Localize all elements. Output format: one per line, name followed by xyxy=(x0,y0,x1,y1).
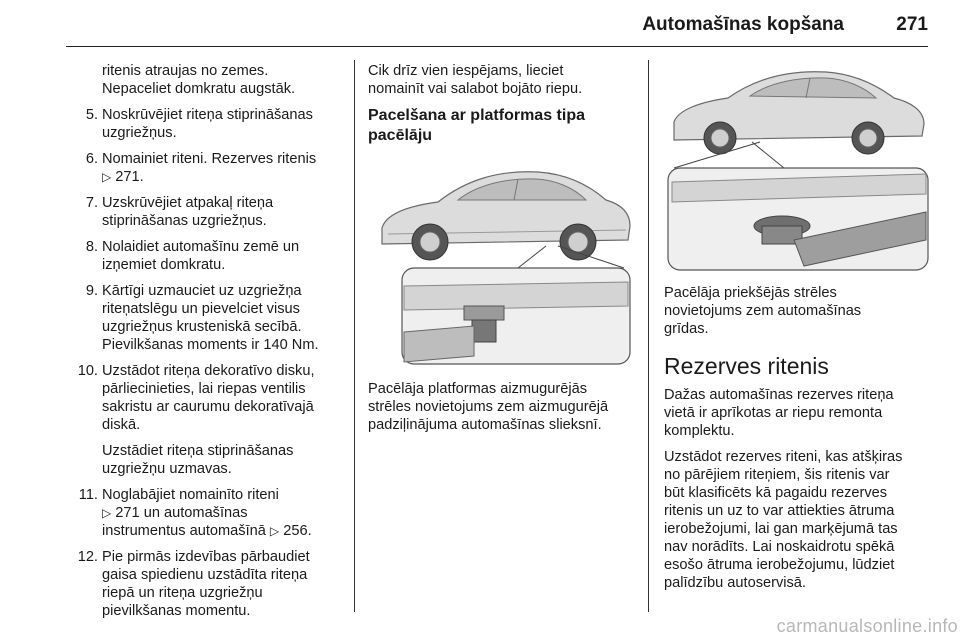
text-line: Nepaceliet domkratu augstāk. xyxy=(102,81,296,97)
watermark: carmanualsonline.info xyxy=(776,616,958,636)
step-9 xyxy=(66,282,344,354)
text-line: Dažas automašīnas rezerves riteņa xyxy=(664,387,894,403)
text-line: uzgriežņus krusteniskā secībā. xyxy=(102,319,302,335)
step-number: 8. xyxy=(85,239,98,255)
step-12 xyxy=(66,548,344,620)
column-1 xyxy=(66,62,344,628)
paragraph-2 xyxy=(664,448,932,592)
step-number: 9. xyxy=(85,283,98,299)
text-line: riteņatslēgu un pievelciet visus xyxy=(102,301,300,317)
text-line: nomainīt vai salabot bojāto riepu. xyxy=(368,81,583,97)
header-divider xyxy=(66,46,928,47)
step-5 xyxy=(66,106,344,142)
section-title: Rezerves ritenis xyxy=(664,353,829,379)
arrow-right-icon: ▷ xyxy=(102,170,112,184)
cross-reference[interactable]: ▷ 271. xyxy=(102,169,144,185)
front-lift-illustration xyxy=(664,62,932,272)
column-divider-2 xyxy=(648,60,649,612)
page-reference[interactable]: 256. xyxy=(283,523,312,539)
text-line: ritenis atraujas no zemes. xyxy=(102,63,269,79)
step-10-continuation xyxy=(66,442,344,478)
text-line: no pārējiem riteņiem, šis ritenis var xyxy=(664,467,890,483)
cross-reference[interactable] xyxy=(102,522,344,540)
text-fragment: instrumentus automašīnā xyxy=(102,523,266,539)
arrow-right-icon: ▷ xyxy=(269,524,280,538)
text-line: strēles novietojums zem aizmugurējā xyxy=(368,399,609,415)
text-line: grīdas. xyxy=(664,321,709,337)
step-11 xyxy=(66,486,344,540)
page-reference[interactable]: 271 xyxy=(115,505,140,521)
text-line: Cik drīz vien iespējams, lieciet xyxy=(368,63,564,79)
text-line: Pie pirmās izdevības pārbaudiet xyxy=(102,549,310,565)
figure-caption xyxy=(664,284,932,338)
text-line: Pacēlāja platformas aizmugurējās xyxy=(368,381,588,397)
text-line: palīdzību autoservisā. xyxy=(664,575,806,591)
figure-caption xyxy=(368,380,636,434)
page-number: 271 xyxy=(896,14,928,35)
step-4-continuation xyxy=(66,62,344,98)
text-line: riepā un riteņa uzgriežņu xyxy=(102,585,263,601)
text-line: uzgriežņus. xyxy=(102,125,177,141)
text-line: Noglabājiet nomainīto riteni xyxy=(102,487,279,503)
column-3 xyxy=(664,62,932,600)
rear-lift-figure xyxy=(368,156,636,368)
section-heading xyxy=(368,106,636,146)
text-line: sakristu ar caurumu dekoratīvajā xyxy=(102,399,314,415)
text-line: Uzstādot riteņa dekoratīvo disku, xyxy=(102,363,315,379)
text-line: vietā ir aprīkotas ar riepu remonta xyxy=(664,405,883,421)
text-line: Pacelšana ar platformas tipa xyxy=(368,107,585,124)
step-number: 11. xyxy=(78,487,98,503)
text-line: ierobežojumi, lai gan marķējumā tas xyxy=(664,521,898,537)
step-7 xyxy=(66,194,344,230)
text-line: nav norādīts. Lai noskaidrotu spēkā xyxy=(664,539,895,555)
step-6 xyxy=(66,150,344,186)
text-line: Pacēlāja priekšējās strēles xyxy=(664,285,837,301)
text-fragment: un automašīnas xyxy=(143,505,248,521)
intro-paragraph xyxy=(368,62,636,98)
front-lift-figure xyxy=(664,62,932,272)
text-line: stiprināšanas uzgriežņus. xyxy=(102,213,267,229)
step-number: 12. xyxy=(77,549,98,565)
text-line: esošo ātruma ierobežojumu, lūdziet xyxy=(664,557,895,573)
text-line: ritenis un uz to var attiekties ātruma xyxy=(664,503,895,519)
text-line: Nomainiet riteni. Rezerves ritenis xyxy=(102,151,317,167)
text-line: gaisa spiedienu uzstādīta riteņa xyxy=(102,567,308,583)
step-number: 7. xyxy=(85,195,98,211)
step-10 xyxy=(66,362,344,434)
text-line: diskā. xyxy=(102,417,141,433)
text-line: Nolaidiet automašīnu zemē un xyxy=(102,239,300,255)
step-8 xyxy=(66,238,344,274)
text-line: komplektu. xyxy=(664,423,735,439)
text-line: pārliecinieties, lai riepas ventilis xyxy=(102,381,306,397)
cross-reference[interactable] xyxy=(102,504,344,522)
paragraph-1 xyxy=(664,386,932,440)
text-line: pievilkšanas momentu. xyxy=(102,603,251,619)
text-line: Kārtīgi uzmauciet uz uzgriežņa xyxy=(102,283,302,299)
text-line: novietojums zem automašīnas xyxy=(664,303,862,319)
text-line: Noskrūvējiet riteņa stiprināšanas xyxy=(102,107,313,123)
step-number: 10. xyxy=(77,363,98,379)
text-line: pacēlāju xyxy=(368,127,433,144)
step-number: 6. xyxy=(85,151,98,167)
text-line: būt klasificēts kā pagaidu rezerves xyxy=(664,485,888,501)
text-line: Uzskrūvējiet atpakaļ riteņa xyxy=(102,195,274,211)
text-line: uzgriežņu uzmavas. xyxy=(102,461,232,477)
arrow-right-icon: ▷ xyxy=(102,506,112,520)
page-reference[interactable]: 271 xyxy=(115,169,140,185)
header-title: Automašīnas kopšana xyxy=(642,14,844,35)
text-line: izņemiet domkratu. xyxy=(102,257,226,273)
rear-lift-illustration xyxy=(368,156,636,368)
text-line: Uzstādiet riteņa stiprināšanas xyxy=(102,443,294,459)
column-2 xyxy=(368,62,636,434)
column-divider-1 xyxy=(354,60,355,612)
text-line: padziļinājuma automašīnas slieksnī. xyxy=(368,417,602,433)
text-line: Pievilkšanas moments ir 140 Nm. xyxy=(102,337,319,353)
text-line: Uzstādot rezerves riteni, kas atšķiras xyxy=(664,449,903,465)
step-number: 5. xyxy=(85,107,98,123)
